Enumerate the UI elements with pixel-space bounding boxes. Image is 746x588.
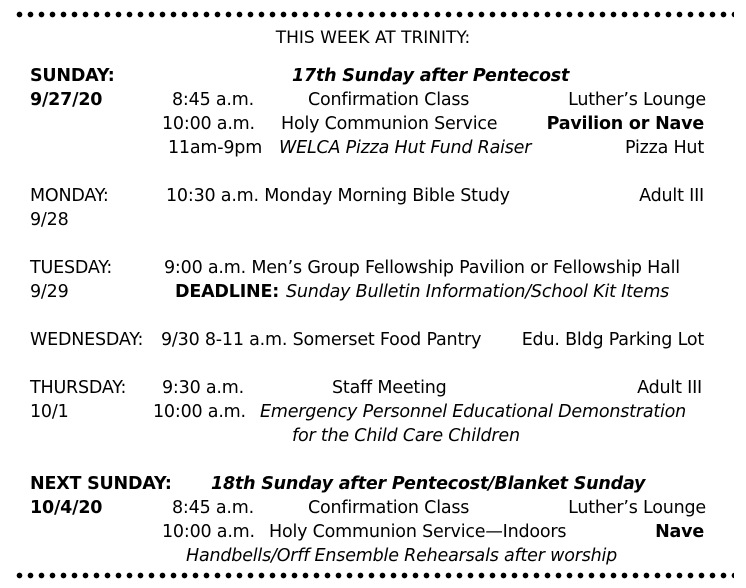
sunday-location-1: Luther’s Lounge xyxy=(568,90,706,110)
next-sunday-event-1: Confirmation Class xyxy=(308,498,470,518)
thursday-event-2-line-1: Emergency Personnel Educational Demonstration xyxy=(260,402,687,422)
tuesday-label: TUESDAY: xyxy=(30,258,113,278)
sunday-date: 9/27/20 xyxy=(30,90,103,110)
next-sunday-event-2: Holy Communion Service—Indoors xyxy=(269,522,567,542)
next-sunday-location-2: Nave xyxy=(655,522,704,542)
thursday-event-2-line-2: for the Child Care Children xyxy=(292,426,520,446)
page-title: THIS WEEK AT TRINITY: xyxy=(275,28,471,48)
sunday-subtitle: 17th Sunday after Pentecost xyxy=(292,66,570,86)
next-sunday-subtitle: 18th Sunday after Pentecost/Blanket Sunday xyxy=(211,474,646,494)
thursday-time-2: 10:00 a.m. xyxy=(153,402,246,422)
wednesday-event: 9/30 8-11 a.m. Somerset Food Pantry xyxy=(161,330,482,350)
next-sunday-date: 10/4/20 xyxy=(30,498,103,518)
thursday-label: THURSDAY: xyxy=(30,378,127,398)
next-sunday-time-1: 8:45 a.m. xyxy=(172,498,254,518)
bottom-dotted-border xyxy=(14,572,734,579)
thursday-location-1: Adult III xyxy=(637,378,702,398)
wednesday-label: WEDNESDAY: xyxy=(30,330,144,350)
next-sunday-location-1: Luther’s Lounge xyxy=(568,498,706,518)
tuesday-event: 9:00 a.m. Men’s Group Fellowship Pavilion or Fellowship Hall xyxy=(164,258,680,278)
thursday-time-1: 9:30 a.m. xyxy=(162,378,244,398)
tuesday-deadline-label: DEADLINE: xyxy=(175,282,280,302)
sunday-event-3: WELCA Pizza Hut Fund Raiser xyxy=(279,138,532,158)
tuesday-deadline-text: Sunday Bulletin Information/School Kit Items xyxy=(286,282,670,302)
monday-label: MONDAY: xyxy=(30,186,109,206)
wednesday-location: Edu. Bldg Parking Lot xyxy=(521,330,704,350)
monday-date: 9/28 xyxy=(30,210,69,230)
sunday-location-2: Pavilion or Nave xyxy=(546,114,704,134)
monday-location: Adult III xyxy=(639,186,704,206)
top-dotted-border xyxy=(14,11,734,18)
sunday-time-1: 8:45 a.m. xyxy=(172,90,254,110)
sunday-time-3: 11am-9pm xyxy=(168,138,263,158)
sunday-event-2: Holy Communion Service xyxy=(281,114,498,134)
sunday-time-2: 10:00 a.m. xyxy=(162,114,255,134)
next-sunday-note: Handbells/Orff Ensemble Rehearsals after worship xyxy=(186,546,618,566)
thursday-date: 10/1 xyxy=(30,402,69,422)
sunday-event-1: Confirmation Class xyxy=(308,90,470,110)
sunday-location-3: Pizza Hut xyxy=(624,138,704,158)
tuesday-date: 9/29 xyxy=(30,282,69,302)
thursday-event-1: Staff Meeting xyxy=(332,378,447,398)
next-sunday-time-2: 10:00 a.m. xyxy=(162,522,255,542)
next-sunday-label: NEXT SUNDAY: xyxy=(30,474,172,494)
monday-event: 10:30 a.m. Monday Morning Bible Study xyxy=(166,186,510,206)
sunday-label: SUNDAY: xyxy=(30,66,115,86)
